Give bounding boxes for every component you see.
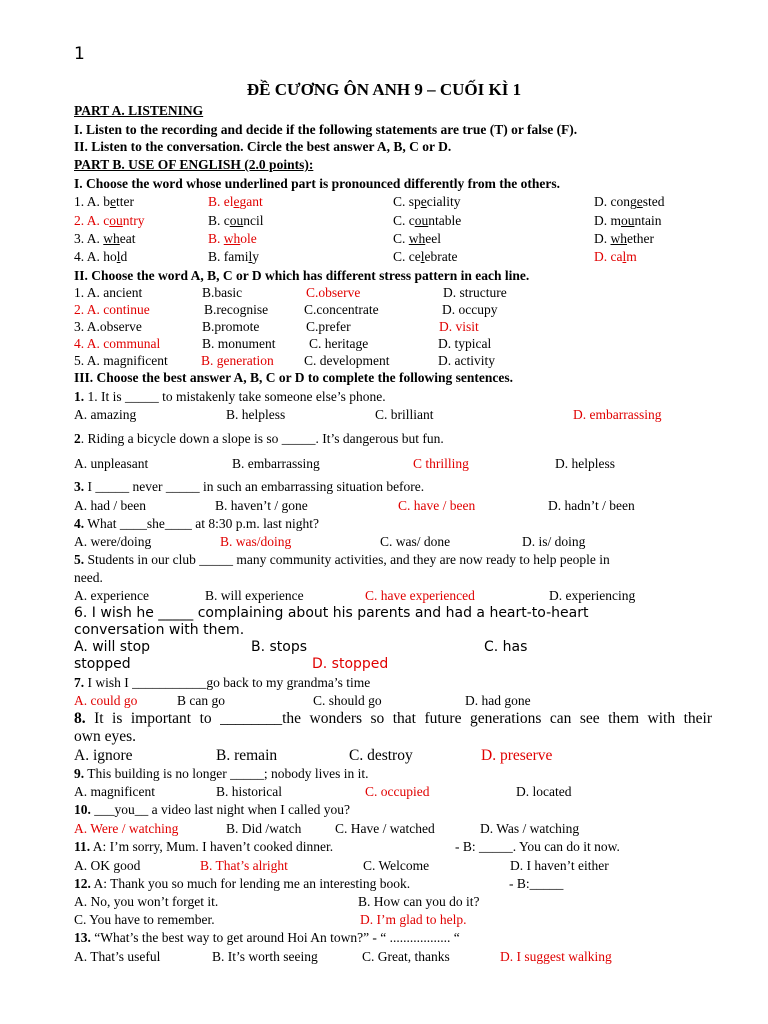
question-5-text: 5. Students in our club _____ many community activities, and they are now ready to help people in [74,552,610,567]
q10-option-d: D. Was / watching [480,821,580,836]
q3-pron-option-a: 3. A. wheat [74,231,136,246]
q7-option-c: C. should go [313,693,382,708]
q5-option-d: D. experiencing [549,588,636,603]
q4-pron-option-b: B. family [208,249,260,264]
question-4-text: 4. What ____she____ at 8:30 p.m. last night? [74,516,319,531]
q2-stress-option-c: C.concentrate [304,302,379,317]
q13-option-b: B. It’s worth seeing [212,949,318,964]
q3-pron-option-d: D. whether [594,231,654,246]
q1-option-b: B. helpless [226,407,286,422]
question-11-text: 11. A: I’m sorry, Mum. I haven’t cooked dinner. [74,839,334,854]
q3-stress-option-a: 3. A.observe [74,319,142,334]
q2-option-c: C thrilling [413,456,469,471]
q1-pron-option-b: B. elegant [208,194,263,209]
q11-option-b: B. That’s alright [200,858,288,873]
q5-stress-option-b: B. generation [201,353,274,368]
q4-option-a: A. were/doing [74,534,152,549]
q8-option-b: B. remain [216,747,278,764]
q9-option-b: B. historical [216,784,282,799]
q5-option-b: B. will experience [205,588,304,603]
question-10-text: 10. ___you__ a video last night when I called you? [74,802,350,817]
q5-option-a: A. experience [74,588,149,603]
q2-stress-option-b: B.recognise [204,302,269,317]
question-12-text: 12. A: Thank you so much for lending me an interesting book. [74,876,411,891]
q1-stress-option-a: 1. A. ancient [74,285,143,300]
q1-stress-option-b: B.basic [202,285,243,300]
q11-option-a: A. OK good [74,858,141,873]
question-3-text: 3. I _____ never _____ in such an embarrassing situation before. [74,479,425,494]
q5-option-c: C. have experienced [365,588,475,603]
q6-option-c: C. has [484,639,528,655]
q4-pron-option-a: 4. A. hold [74,249,128,264]
q3-option-b: B. haven’t / gone [215,498,308,513]
question-2-text: 2. Riding a bicycle down a slope is so _____. It’s dangerous but fun. [74,431,444,446]
question-6-text: 6. I wish he _____ complaining about his parents and had a heart-to-heart [74,605,589,621]
q4-stress-option-d: D. typical [438,336,492,351]
q10-option-b: B. Did /watch [226,821,302,836]
q11-option-c: C. Welcome [363,858,430,873]
q1-option-a: A. amazing [74,407,137,422]
q4-option-c: C. was/ done [380,534,451,549]
q1-pron-option-a: 1. A. better [74,194,135,209]
q3-stress-option-c: C.prefer [306,319,351,334]
q7-option-b: B can go [177,693,225,708]
question-8-text-cont: own eyes. [74,728,136,745]
q2-option-a: A. unpleasant [74,456,149,471]
q3-option-d: D. hadn’t / been [548,498,635,513]
q4-pron-option-d: D. calm [594,249,637,264]
page-number: 1 [74,44,85,64]
q6-option-b: B. stops [251,639,308,655]
q11-option-d: D. I haven’t either [510,858,609,873]
q1-stress-option-c: C.observe [306,285,361,300]
section-2-heading: II. Choose the word A, B, C or D which has different stress pattern in each line. [74,268,530,283]
q3-option-c: C. have / been [398,498,476,513]
q4-stress-option-b: B. monument [202,336,276,351]
q6-option-d: D. stopped [312,656,389,672]
q2-pron-option-d: D. mountain [594,213,662,228]
q3-pron-option-b: B. whole [208,231,257,246]
question-11-response: - B: _____. You can do it now. [455,839,620,854]
q1-stress-option-d: D. structure [443,285,507,300]
q3-stress-option-d: D. visit [439,319,479,334]
question-8-text: 8. It is important to ________the wonders so that future generations can see them with their [74,710,712,727]
q13-option-c: C. Great, thanks [362,949,450,964]
q8-option-d: D. preserve [481,747,553,764]
q2-pron-option-c: C. countable [393,213,462,228]
part-a-heading: PART A. LISTENING [74,103,204,118]
q4-option-b: B. was/doing [220,534,292,549]
q3-pron-option-c: C. wheel [393,231,442,246]
question-1-text: 1. 1. It is _____ to mistakenly take someone else’s phone. [74,389,386,404]
section-1-heading: I. Choose the word whose underlined part is pronounced differently from the others. [74,176,561,191]
q12-option-d: D. I’m glad to help. [360,912,467,927]
q8-option-c: C. destroy [349,747,413,764]
q2-option-b: B. embarrassing [232,456,320,471]
q1-option-d: D. embarrassing [573,407,662,422]
q6-option-c-cont: stopped [74,656,131,672]
q12-option-b: B. How can you do it? [358,894,480,909]
q1-option-c: C. brilliant [375,407,434,422]
question-13-text: 13. “What’s the best way to get around Hoi An town?” - “ .................. “ [74,930,460,945]
document-title: ĐỀ CƯƠNG ÔN ANH 9 – CUỐI KÌ 1 [246,80,522,99]
q13-option-d: D. I suggest walking [500,949,612,964]
section-3-heading: III. Choose the best answer A, B, C or D to complete the following sentences. [74,370,513,385]
q10-option-c: C. Have / watched [335,821,435,836]
q3-option-a: A. had / been [74,498,146,513]
q12-option-a: A. No, you won’t forget it. [74,894,219,909]
q4-pron-option-c: C. celebrate [393,249,458,264]
q2-pron-option-a: 2. A. country [74,213,145,228]
question-6-text-cont: conversation with them. [74,622,245,638]
q12-option-c: C. You have to remember. [74,912,215,927]
q6-option-a: A. will stop [74,639,151,655]
question-12-response: - B:_____ [509,876,564,891]
part-b-heading: PART B. USE OF ENGLISH (2.0 points): [74,157,314,172]
question-9-text: 9. This building is no longer _____; nobody lives in it. [74,766,369,781]
q2-stress-option-a: 2. A. continue [74,302,150,317]
q1-pron-option-d: D. congested [594,194,665,209]
q13-option-a: A. That’s useful [74,949,161,964]
question-5-text-cont: need. [74,570,103,585]
part-a-task-1: I. Listen to the recording and decide if the following statements are true (T) or false (F). [74,122,578,137]
q5-stress-option-c: C. development [304,353,390,368]
q9-option-d: D. located [516,784,572,799]
q5-stress-option-a: 5. A. magnificent [74,353,168,368]
q5-stress-option-d: D. activity [438,353,495,368]
q8-option-a: A. ignore [74,747,133,764]
q4-stress-option-a: 4. A. communal [74,336,161,351]
question-7-text: 7. I wish I ___________go back to my grandma’s time [74,675,371,690]
q10-option-a: A. Were / watching [74,821,179,836]
q7-option-d: D. had gone [465,693,531,708]
q4-option-d: D. is/ doing [522,534,586,549]
q2-pron-option-b: B. council [208,213,264,228]
q4-stress-option-c: C. heritage [309,336,369,351]
q7-option-a: A. could go [74,693,138,708]
part-a-task-2: II. Listen to the conversation. Circle the best answer A, B, C or D. [74,139,452,154]
q2-stress-option-d: D. occupy [442,302,498,317]
q9-option-c: C. occupied [365,784,430,799]
q9-option-a: A. magnificent [74,784,155,799]
q2-option-d: D. helpless [555,456,615,471]
q1-pron-option-c: C. speciality [393,194,461,209]
q3-stress-option-b: B.promote [202,319,260,334]
